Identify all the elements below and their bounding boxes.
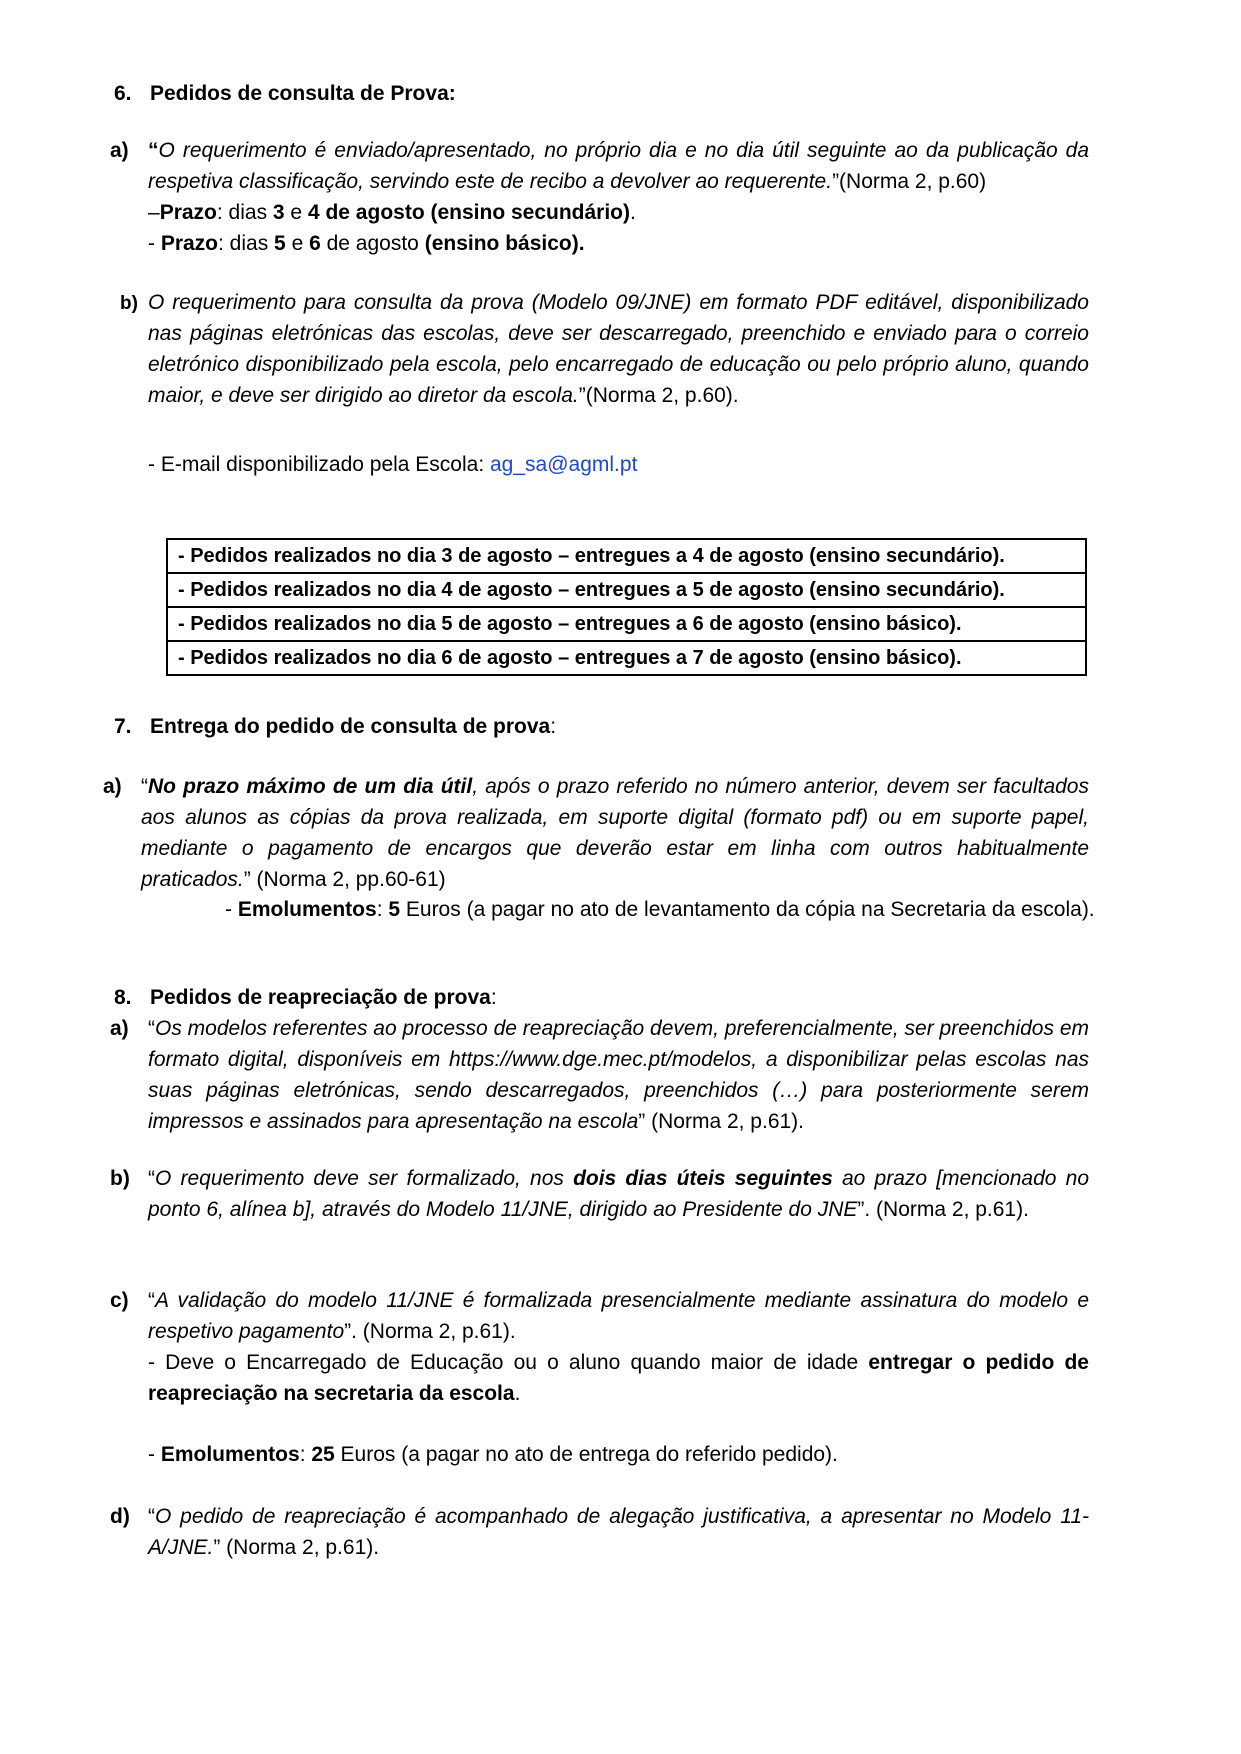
table-row [167,641,1086,675]
item-8c-emolumentos: - Emolumentos: 25 Euros (a pagar no ato de entrega do referido pedido). [148,1443,838,1466]
item-8c-quote: A validação do modelo 11/JNE é formalizada presencialmente mediante assinatura do modelo e respetivo pagamento [148,1289,1089,1343]
item-7a-quote: , após o prazo referido no número anterior, devem ser facultados aos alunos as cópias da prova realizada, em suporte digital (formato pdf) ou em suporte papel, mediante o pagamento de encargos que deverão estar em linha com outros habitualmente praticados. [141,775,1089,891]
section-7-title: Entrega do pedido de consulta de prova: [150,715,557,738]
item-7a-text: “No prazo máximo de um dia útil, após o prazo referido no número anterior, devem ser facultados aos alunos as cópias da prova realizada, em suporte digital (formato pdf) ou em suporte papel, mediante o pagamento de encargos que deverão estar em linha com outros habitualmente praticados.” (Norma 2, pp.60-61) [141,775,1089,891]
item-8d-citation: ” (Norma 2, p.61). [213,1536,380,1559]
prazo-label: Prazo [159,201,217,224]
item-8b-citation: ”. (Norma 2, p.61). [857,1198,1029,1221]
table-row [167,539,1086,573]
item-6b-text [148,287,1089,411]
item-7a-citation: ” (Norma 2, pp.60-61) [243,868,446,891]
item-8a-label: a) [110,1017,129,1040]
item-6a-citation: ”(Norma 2, p.60) [832,170,987,193]
email-label: - E-mail disponibilizado pela Escola: [148,453,490,476]
item-6b-citation: ”(Norma 2, p.60). [578,384,739,407]
item-8c-citation: ”. (Norma 2, p.61). [344,1320,516,1343]
item-8a-quote: Os modelos referentes ao processo de reapreciação devem, preferencialmente, ser preenchidos em formato digital, disponíveis em https://www.dge.mec.pt/modelos, a disponibilizar pelas escolas nas suas páginas eletrónicas, sendo descarregados, preenchidos (…) para posteriormente serem impressos e assinados para apresentação na escola [148,1017,1089,1133]
open-quote: “ [148,139,159,162]
email-link[interactable]: ag_sa@agml.pt [490,453,638,476]
item-7a-emolumentos: - Emolumentos: 5 Euros (a pagar no ato de levantamento da cópia na Secretaria da escola). [225,898,1095,921]
item-8b-label: b) [110,1167,130,1190]
section-8-title: Pedidos de reapreciação de prova: [150,986,497,1009]
table-cell: - Pedidos realizados no dia 6 de agosto – entregues a 7 de agosto (ensino básico). [167,641,1086,675]
email-line [148,449,637,480]
item-8d-quote: O pedido de reapreciação é acompanhado de alegação justificativa, a apresentar no Modelo 11-A/JNE. [148,1505,1089,1559]
item-7a-label: a) [103,775,122,798]
item-6b-quote: O requerimento para consulta da prova (Modelo 09/JNE) em formato PDF editável, disponibilizado nas páginas eletrónicas das escolas, deve ser descarregado, preenchido e enviado para o correio eletrónico disponibilizado pela escola, pelo encarregado de educação ou pelo próprio aluno, quando maior, e deve ser dirigido ao diretor da escola. [148,291,1089,407]
section-8-number: 8. [114,986,132,1009]
table-row [167,607,1086,641]
section-7-number: 7. [114,715,132,738]
item-6a-prazo-1: –Prazo: dias 3 e 4 de agosto (ensino secundário). [148,201,636,224]
prazo-label: Prazo [160,232,219,255]
item-7a-bold-quote: No prazo máximo de um dia útil [148,775,473,798]
item-6a-quote: O requerimento é enviado/apresentado, no próprio dia e no dia útil seguinte ao da publicação da respetiva classificação, servindo este de recibo a devolver ao requerente. [148,139,1089,193]
item-8c-note: - Deve o Encarregado de Educação ou o aluno quando maior de idade entregar o pedido de reapreciação na secretaria da escola. [148,1351,1089,1405]
item-8a-text: “Os modelos referentes ao processo de reapreciação devem, preferencialmente, ser preenchidos em formato digital, disponíveis em https://www.dge.mec.pt/modelos, a disponibilizar pelas escolas nas suas páginas eletrónicas, sendo descarregados, preenchidos (…) para posteriormente serem impressos e assinados para apresentação na escola” (Norma 2, p.61). [148,1017,1089,1133]
item-8b-text: “O requerimento deve ser formalizado, nos dois dias úteis seguintes ao prazo [mencionado no ponto 6, alínea b], através do Modelo 11/JNE, dirigido ao Presidente do JNE”. (Norma 2, p.61). [148,1167,1089,1221]
section-6-title: Pedidos de consulta de Prova: [150,82,456,105]
requests-table [166,538,1087,676]
table-cell: - Pedidos realizados no dia 3 de agosto – entregues a 4 de agosto (ensino secundário). [167,539,1086,573]
item-6a-prazo-2: - Prazo: dias 5 e 6 de agosto (ensino básico). [148,232,585,255]
item-6a-text [148,135,1089,197]
table-cell: - Pedidos realizados no dia 4 de agosto – entregues a 5 de agosto (ensino secundário). [167,573,1086,607]
table-cell: - Pedidos realizados no dia 5 de agosto – entregues a 6 de agosto (ensino básico). [167,607,1086,641]
item-8d-label: d) [110,1505,130,1528]
item-8b-bold: dois dias úteis seguintes [573,1167,833,1190]
item-6a-label: a) [110,139,129,162]
item-8d-text: “O pedido de reapreciação é acompanhado de alegação justificativa, a apresentar no Modelo 11-A/JNE.” (Norma 2, p.61). [148,1505,1089,1559]
item-8c-label: c) [110,1289,129,1312]
item-8c-text: “A validação do modelo 11/JNE é formalizada presencialmente mediante assinatura do modelo e respetivo pagamento”. (Norma 2, p.61). [148,1289,1089,1343]
item-8a-citation: ” (Norma 2, p.61). [638,1110,805,1133]
section-6-number: 6. [114,82,132,105]
table-row [167,573,1086,607]
item-6b-label: b) [120,293,138,314]
